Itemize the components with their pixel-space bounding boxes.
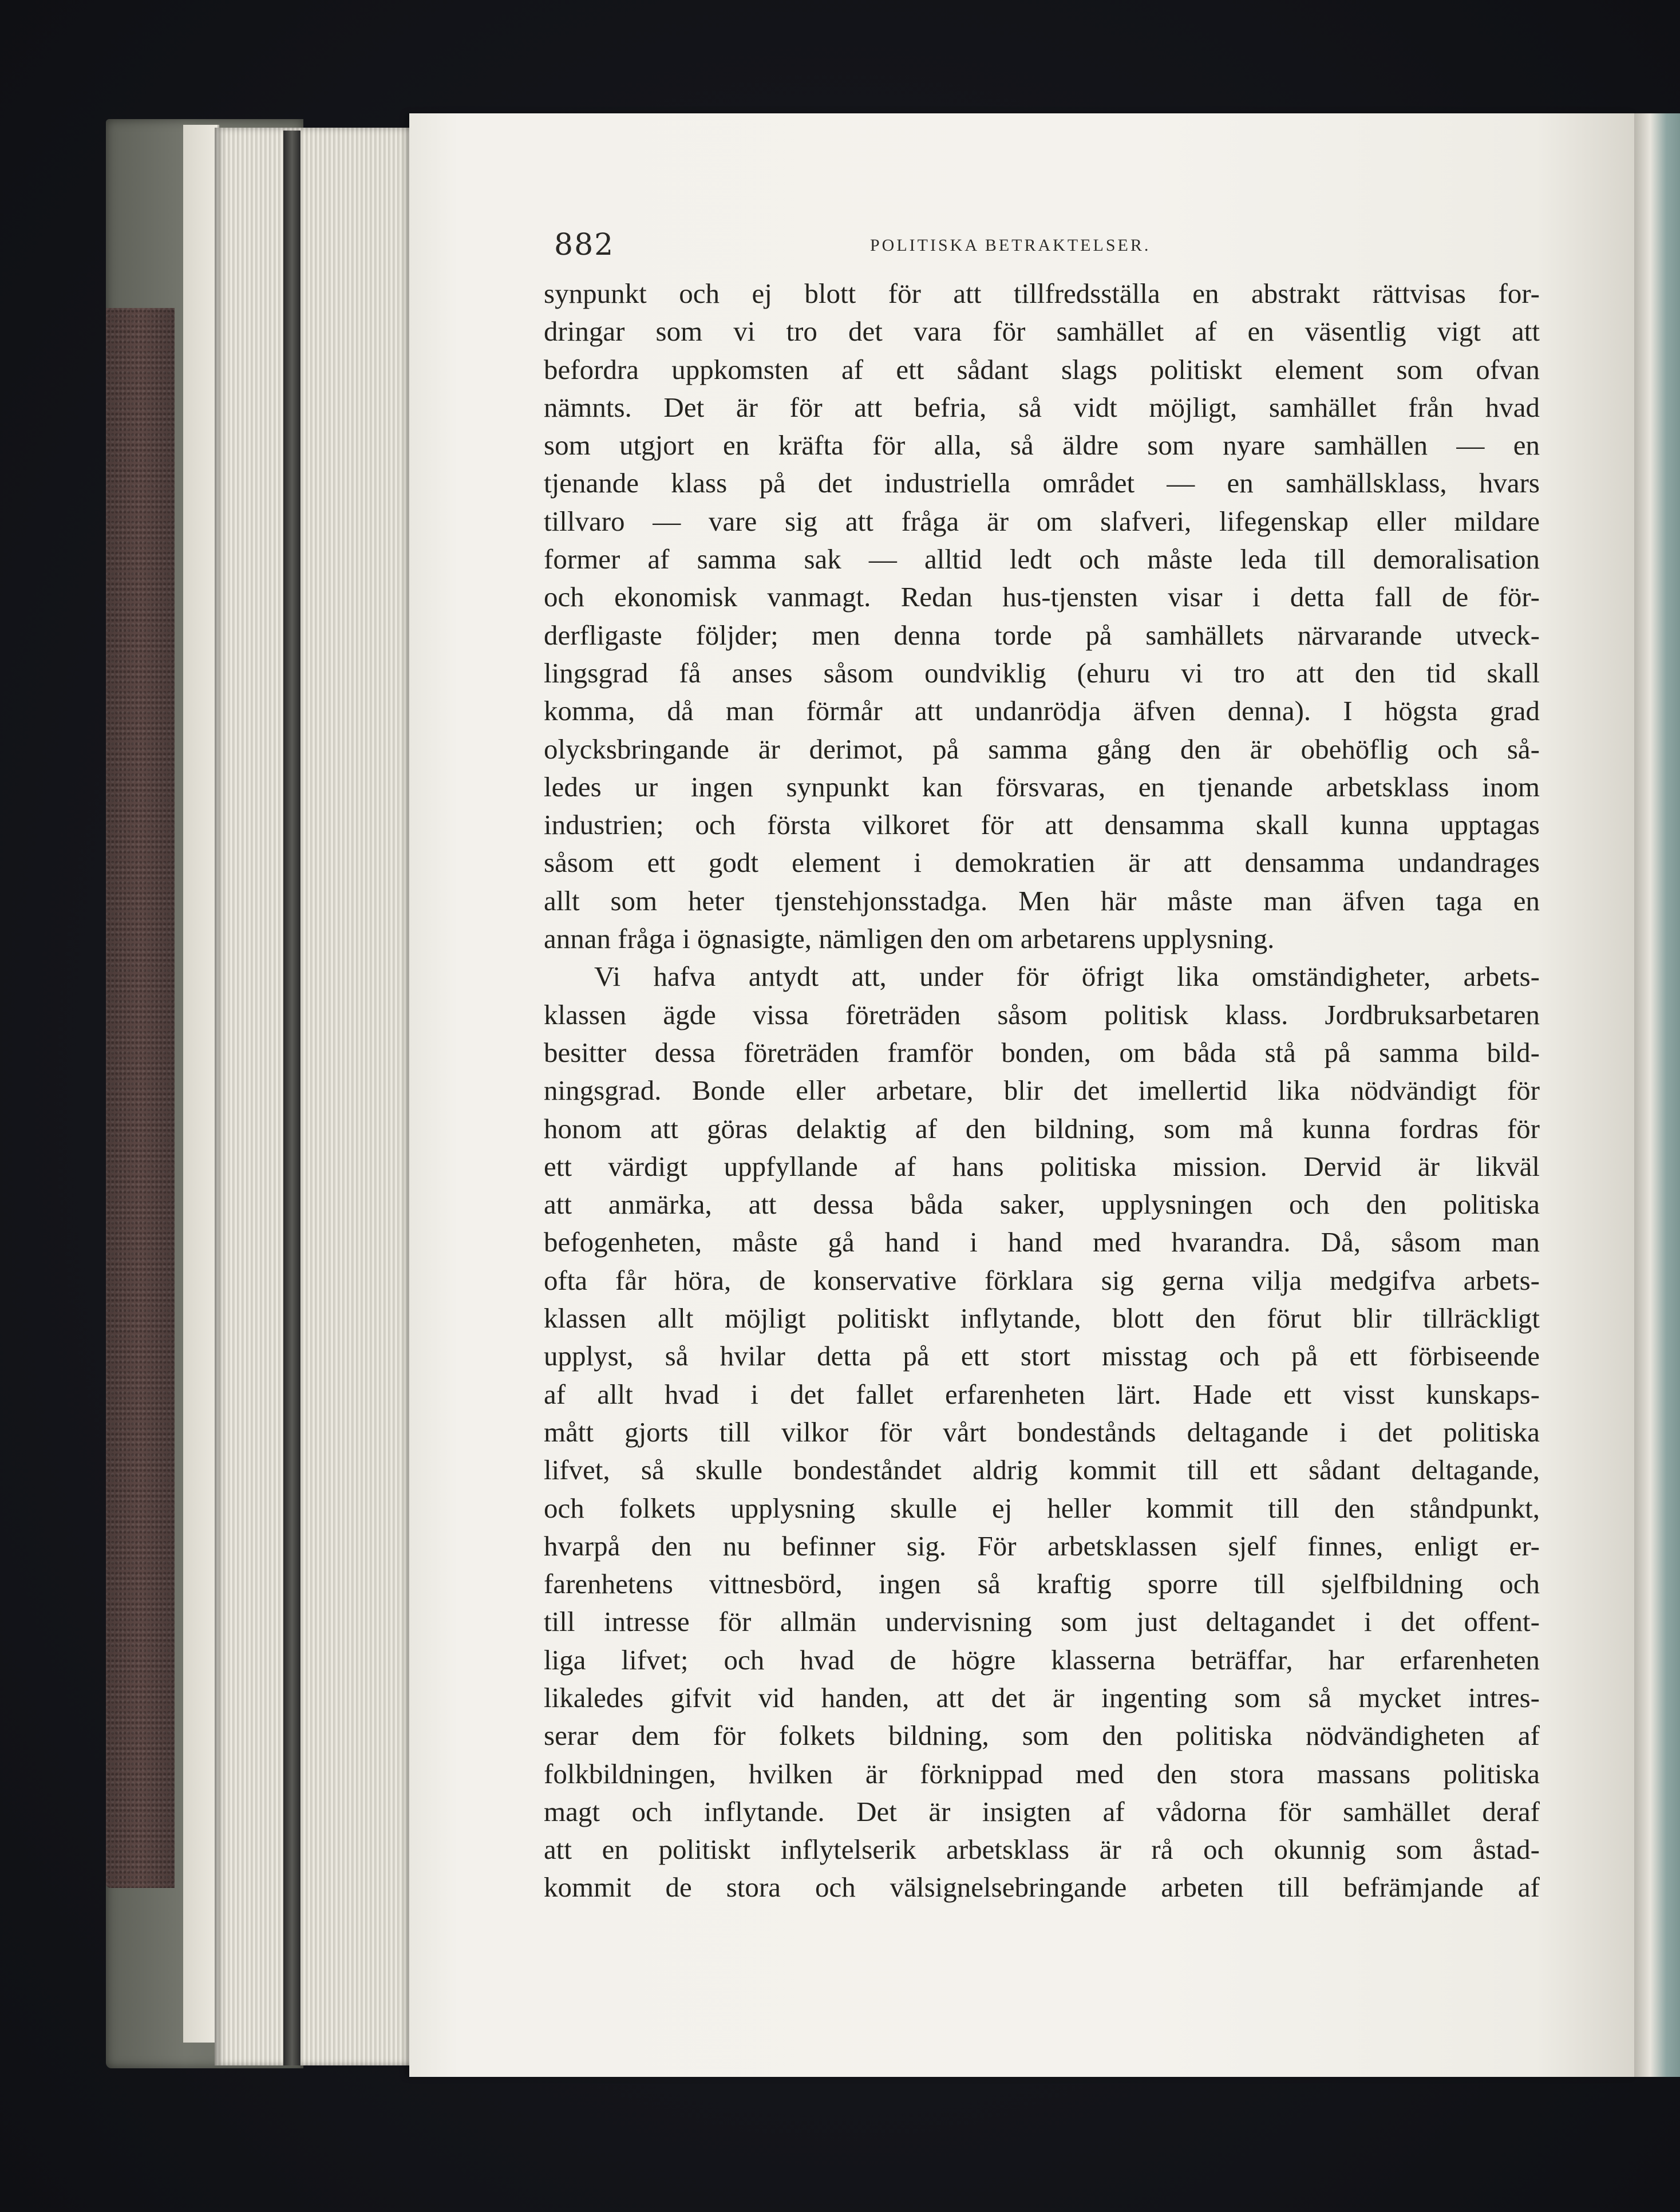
text-line: synpunkt och ej blott för att tillfredsställa en abstrakt rättvisas for- [544, 278, 1540, 309]
text-line: klassen ägde vissa företräden såsom politisk klass. Jordbruksarbetaren [544, 998, 1540, 1030]
text-line: tjenande klass på det industriella området — en samhällsklass, hvars [544, 467, 1540, 499]
text-line: besitter dessa företräden framför bonden, om båda stå på samma bild- [544, 1036, 1540, 1068]
text-line: ofta får höra, de konservative förklara sig gerna vilja medgifva arbets- [544, 1264, 1540, 1296]
text-line: folkbildningen, hvilken är förknippad med den stora massans politiska [544, 1757, 1540, 1790]
text-line: mått gjorts till vilkor för vårt bondestånds deltagande i det politiska [544, 1416, 1540, 1448]
text-line: som utgjort en kräfta för alla, så äldre som nyare samhällen — en [544, 429, 1540, 461]
text-line: dringar som vi tro det vara för samhället af en väsentlig vigt att [544, 315, 1540, 347]
book-spine-leather [106, 308, 175, 1888]
text-line: till intresse för allmän undervisning som just deltagandet i det offent- [544, 1606, 1540, 1638]
text-line: kommit de stora och välsignelsebringande arbeten till befrämjande af [544, 1871, 1540, 1903]
page-edge-block [183, 125, 219, 2043]
text-line: att en politiskt inflytelserik arbetsklass är rå och okunnig som åstad- [544, 1834, 1540, 1866]
page-stack-shadow [283, 131, 301, 2065]
text-line: derfligaste följder; men denna torde på samhällets närvarande utveck- [544, 619, 1540, 651]
text-line: former af samma sak — alltid ledt och måste leda till demoralisation [544, 543, 1540, 575]
text-line: serar dem för folkets bildning, som den politiska nödvändigheten af [544, 1720, 1540, 1752]
text-line: liga lifvet; och hvad de högre klasserna beträffar, har erfarenheten [544, 1644, 1540, 1676]
text-line: annan fråga i ögnasigte, nämligen den om arbetarens upplysning. [544, 923, 1275, 955]
text-line: lifvet, så skulle bondeståndet aldrig kommit till ett sådant deltagande, [544, 1454, 1540, 1486]
running-head: POLITISKA BETRAKTELSER. [870, 236, 1151, 255]
text-line: nämnts. Det är för att befria, så vidt möjligt, samhället från hvad [544, 391, 1540, 423]
body-text [544, 275, 1540, 1907]
text-line: komma, då man förmår att undanrödja äfven denna). I högsta grad [544, 695, 1540, 727]
text-line: såsom ett godt element i demokratien är att densamma undandrages [544, 847, 1540, 879]
text-line: klassen allt möjligt politiskt inflytande, blott den förut blir tillräckligt [544, 1302, 1540, 1334]
text-line: olycksbringande är derimot, på samma gång den är obehöflig och så- [544, 733, 1540, 765]
text-line: befogenheten, måste gå hand i hand med hvarandra. Då, såsom man [544, 1226, 1540, 1258]
text-line: tillvaro — vare sig att fråga är om slafveri, lifegenskap eller mildare [544, 505, 1540, 537]
text-line: honom att göras delaktig af den bildning, som må kunna fordras för [544, 1112, 1540, 1144]
text-line: upplyst, så hvilar detta på ett stort misstag och på ett förbiseende [544, 1340, 1540, 1372]
text-line: lingsgrad få anses såsom oundviklig (ehuru vi tro att den tid skall [544, 657, 1540, 689]
text-line: af allt hvad i det fallet erfarenheten lärt. Hade ett visst kunskaps- [544, 1378, 1540, 1410]
text-line: och folkets upplysning skulle ej heller kommit till den ståndpunkt, [544, 1492, 1540, 1524]
text-line: ningsgrad. Bonde eller arbetare, blir det imellertid lika nödvändigt för [544, 1075, 1540, 1107]
text-line: ledes ur ingen synpunkt kan försvaras, en tjenande arbetsklass inom [544, 771, 1540, 803]
text-line: magt och inflytande. Det är insigten af vådorna för samhället deraf [544, 1795, 1540, 1827]
text-line: ett värdigt uppfyllande af hans politiska mission. Dervid är likväl [544, 1150, 1540, 1182]
right-cover-edge [1634, 113, 1680, 2077]
text-line: hvarpå den nu befinner sig. För arbetsklassen sjelf finnes, enligt er- [544, 1530, 1540, 1562]
text-line: Vi hafva antydt att, under för öfrigt lika omständigheter, arbets- [594, 961, 1540, 993]
text-line: och ekonomisk vanmagt. Redan hus-tjensten visar i detta fall de för- [544, 581, 1540, 613]
page-number: 882 [554, 228, 615, 262]
page-stack-edge [215, 128, 409, 2065]
text-line: likaledes gifvit vid handen, att det är ingenting som så mycket intres- [544, 1681, 1540, 1713]
text-line: att anmärka, att dessa båda saker, upplysningen och den politiska [544, 1188, 1540, 1220]
text-line: industrien; och första vilkoret för att densamma skall kunna upptagas [544, 809, 1540, 841]
text-line: farenhetens vittnesbörd, ingen så kraftig sporre till sjelfbildning och [544, 1568, 1540, 1600]
text-line: allt som heter tjenstehjonsstadga. Men här måste man äfven taga en [544, 884, 1540, 917]
text-line: befordra uppkomsten af ett sådant slags politiskt element som ofvan [544, 353, 1540, 385]
